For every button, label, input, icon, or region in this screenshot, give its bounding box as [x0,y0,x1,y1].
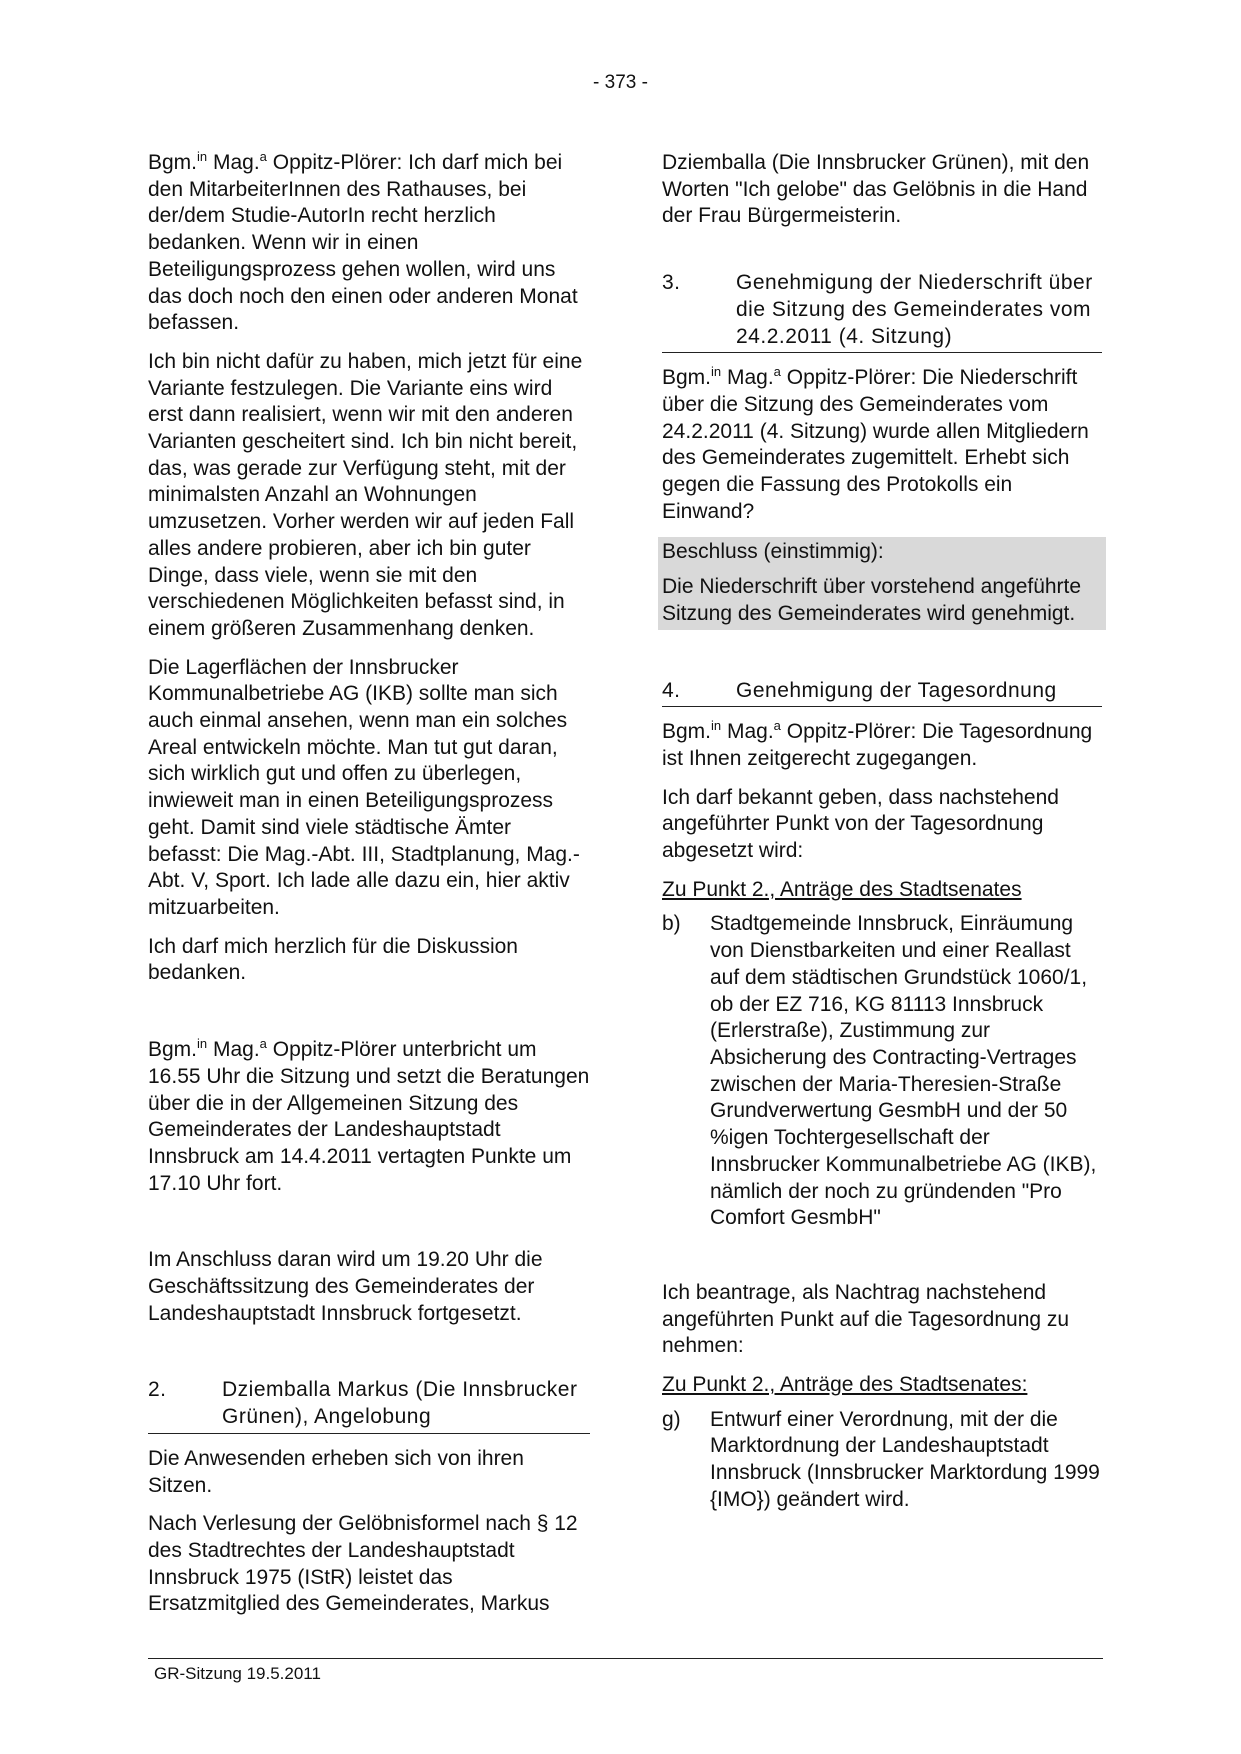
list-item-label: b) [662,912,681,936]
paragraph: Dziemballa (Die Innsbrucker Grünen), mit den Worten "Ich gelobe" das Gelöbnis in die Hand der Frau Bürgermeisterin. [662,151,1090,228]
speaker-prefix: Bgm. [148,1038,198,1062]
list-item-text: Stadtgemeinde Innsbruck, Einräumung von Dienstbarkeiten und einer Reallast auf dem städtischen Grundstück 1060/1, ob der EZ 716, KG 81113 Innsbruck (Erlerstraße), Zustimmung zur Absicherung des Contracting-Vertrages zwischen der Maria-Theresien-Straße Grundverwertung GesmbH und der 50 %igen Tochtergesellschaft der Innsbrucker Kommunalbetriebe AG (IKB), nämlich der noch zu gründenden "Pro Comfort GesmbH" [710,912,1097,1230]
section-heading-4 [662,678,1102,708]
left-column [148,150,590,1630]
speaker-mid: Mag. [207,151,260,174]
paragraph: Ich darf mich herzlich für die Diskussion bedanken. [148,934,518,985]
underlined-reference: Zu Punkt 2., Anträge des Stadtsenates [662,877,1022,901]
speaker-mid: Mag. [721,366,774,390]
speaker-prefix: Bgm. [662,366,712,390]
section-number: 3. [662,271,681,295]
section-title: Genehmigung der Tagesordnung [736,678,1057,702]
speaker-prefix: Bgm. [148,151,198,174]
speaker-sup: a [259,149,267,164]
resolution-text: Die Niederschrift über vorstehend angeführte Sitzung des Gemeinderates wird genehmigt. [662,575,1082,625]
paragraph: Bgm.$^{in}$ Mag.$^a$ Oppitz-Plörer: Die Tagesordnung ist Ihnen zeitgerecht zugegangen. [662,718,1093,770]
resolution-title: Beschluss (einstimmig): [662,540,884,564]
speaker-sup: in [711,718,722,734]
section-heading-2 [148,1377,590,1433]
speaker-sup: in [197,149,208,164]
footer-divider [148,1658,1103,1659]
speaker-sup: a [773,364,781,380]
paragraph: Nach Verlesung der Gelöbnisformel nach § 12 des Stadtrechtes der Landeshauptstadt Innsbruck 1975 (IStR) leistet das Ersatzmitglied des Gemeinderates, Markus [148,1512,578,1616]
paragraph: Bgm.$^{in}$ Mag.$^a$ Oppitz-Plörer: Ich darf mich bei den MitarbeiterInnen des Rathauses, bei der/dem Studie-AutorIn recht herzlich bedanken. Wenn wir in einen Beteiligungsprozess gehen wollen, wird uns das doch noch den einen oder anderen Monat befassen. [148,149,578,335]
section-number: 2. [148,1378,167,1402]
speaker-mid: Mag. [207,1038,260,1062]
section-title: Dziemballa Markus (Die Innsbrucker Grünen), Angelobung [222,1378,578,1429]
speaker-name: Oppitz-Plörer [266,151,397,174]
paragraph: Im Anschluss daran wird um 19.20 Uhr die Geschäftssitzung des Gemeinderates der Landeshauptstadt Innsbruck fortgesetzt. [148,1248,543,1325]
speaker-sup: in [711,364,722,380]
right-column [662,150,1102,1526]
speaker-sup: in [197,1036,208,1052]
list-item-text: Entwurf einer Verordnung, mit der die Marktordnung der Landeshauptstadt Innsbruck (Innsbrucker Marktordung 1999 {IMO}) geändert wird. [710,1407,1100,1511]
section-title: Genehmigung der Niederschrift über die Sitzung des Gemeinderates vom 24.2.2011 (4. Sitzung) [736,271,1093,348]
paragraph: Die Anwesenden erheben sich von ihren Sitzen. [148,1446,524,1497]
paragraph: Ich darf bekannt geben, dass nachstehend angeführter Punkt von der Tagesordnung abgesetzt wird: [662,785,1059,863]
paragraph: Ich beantrage, als Nachtrag nachstehend angeführten Punkt auf die Tagesordnung zu nehmen: [662,1280,1070,1358]
speaker-sup: a [773,718,781,734]
list-item-label: g) [662,1407,681,1431]
speaker-mid: Mag. [721,720,774,744]
paragraph: Ich bin nicht dafür zu haben, mich jetzt für eine Variante festzulegen. Die Variante eins wird erst dann realisiert, wenn wir mit den anderen Varianten gescheitert sind. Ich bin nicht bereit, das, was gerade zur Verfügung steht, mit der minimalsten Anzahl an Wohnungen umzusetzen. Vorher werden wir auf jeden Fall alles andere probieren, aber ich bin guter Dinge, dass viele, wenn sie mit den verschiedenen Möglichkeiten befasst sind, in einem größeren Zusammenhang denken. [148,349,583,640]
speaker-name: Oppitz-Plörer [780,366,911,390]
underlined-reference: Zu Punkt 2., Anträge des Stadtsenates: [662,1373,1028,1397]
footer-text: GR-Sitzung 19.5.2011 [154,1664,321,1683]
section-number: 4. [662,678,681,702]
speaker-name: Oppitz-Plörer [266,1038,397,1062]
paragraph: Die Lagerflächen der Innsbrucker Kommunalbetriebe AG (IKB) sollte man sich auch einmal ansehen, wenn man ein solches Areal entwickeln möchte. Man tut gut daran, sich wirklich gut und offen zu überlegen, inwieweit man in einen Beteiligungsprozess geht. Damit sind viele städtische Ämter befasst: Die Mag.-Abt. III, Stadtplanung, Mag.-Abt. V, Sport. Ich lade alle dazu ein, hier aktiv mitzuarbeiten. [148,655,580,919]
speaker-name: Oppitz-Plörer [780,720,911,744]
resolution-box [658,537,1106,629]
list-item [662,911,1102,1231]
paragraph: Bgm.$^{in}$ Mag.$^a$ Oppitz-Plörer: Die Niederschrift über die Sitzung des Gemeinderates vom 24.2.2011 (4. Sitzung) wurde allen Mitgliedern des Gemeinderates zugemittelt. Erhebt sich gegen die Fassung des Protokolls ein Einwand? [662,364,1089,523]
paragraph: Bgm.$^{in}$ Mag.$^a$ Oppitz-Plörer unterbricht um 16.55 Uhr die Sitzung und setzt die Beratungen über die in der Allgemeinen Sitzung des Gemeinderates der Landeshauptstadt Innsbruck am 14.4.2011 vertagten Punkte um 17.10 Uhr fort. [148,1036,590,1195]
speaker-prefix: Bgm. [662,720,712,744]
speaker-sup: a [259,1036,267,1052]
list-item [662,1407,1102,1514]
section-heading-3 [662,270,1102,353]
page-number: - 373 - [593,72,648,93]
